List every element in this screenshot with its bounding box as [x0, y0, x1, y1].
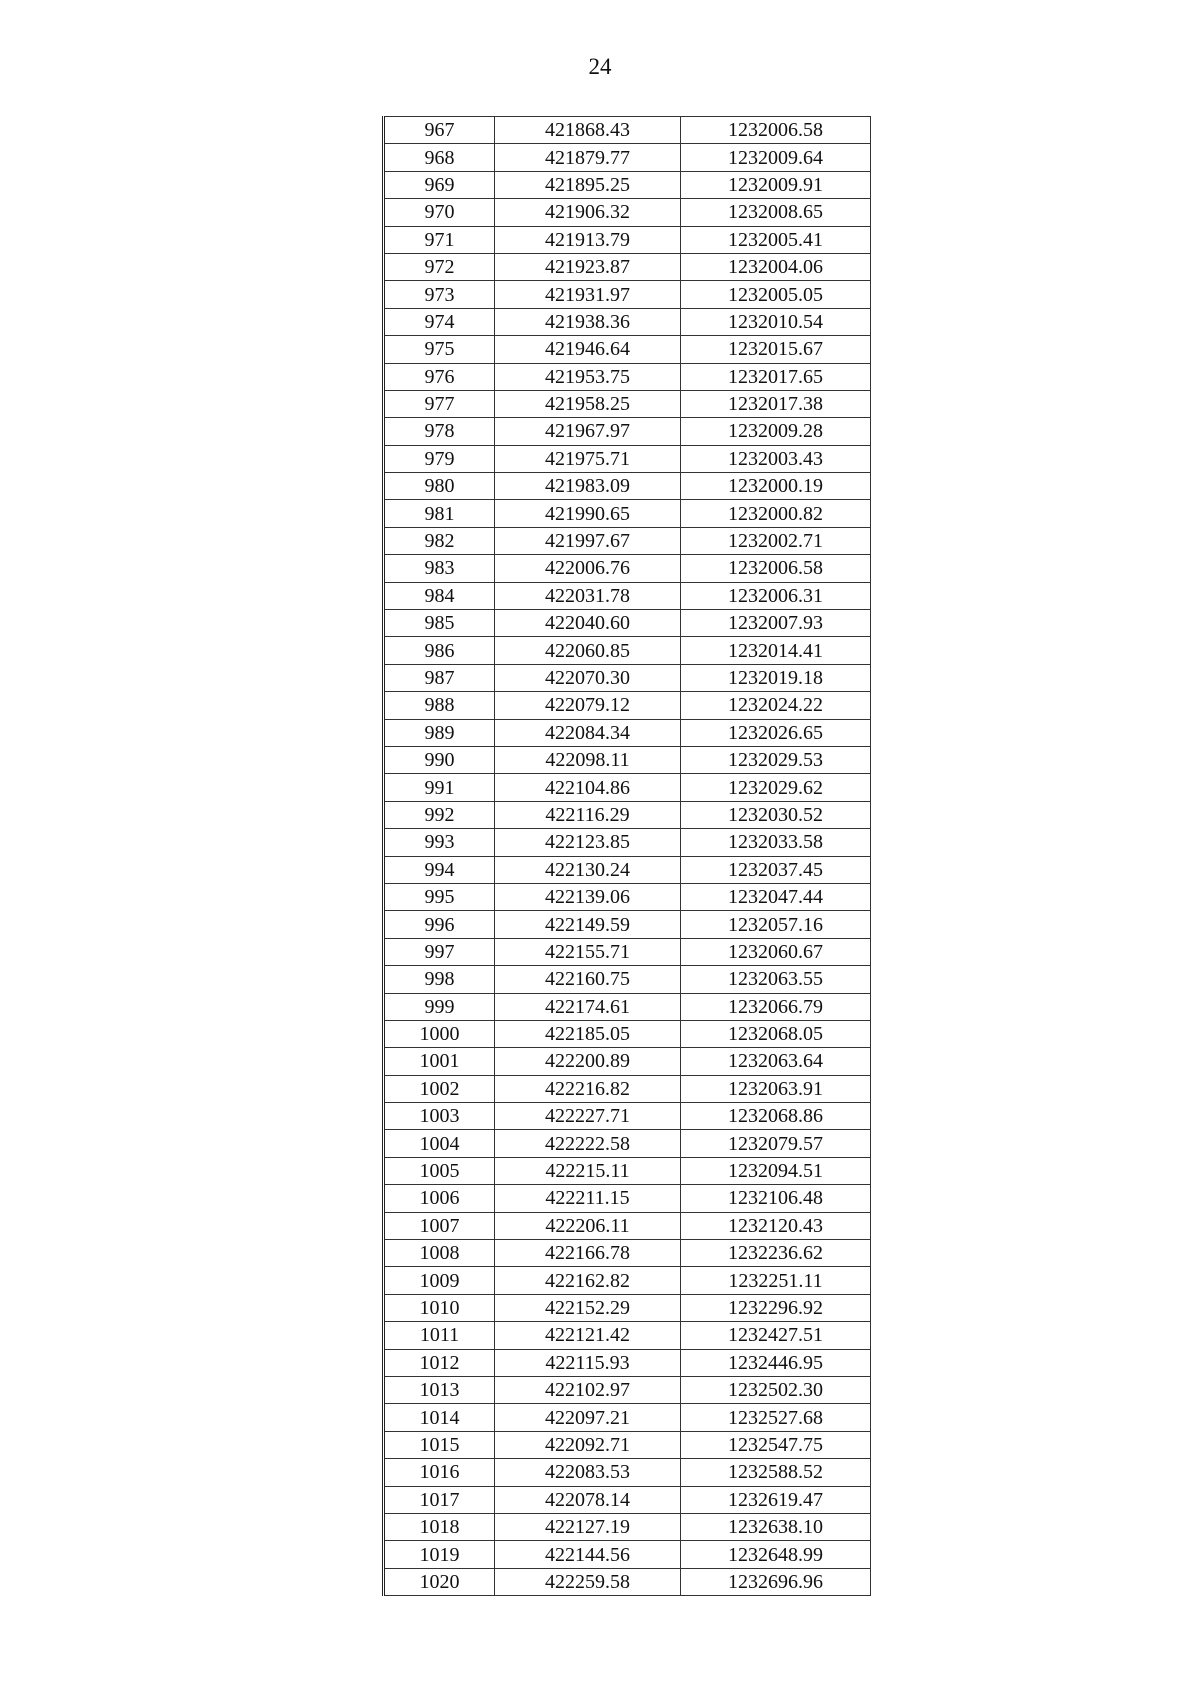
point-number-cell: 967 [384, 117, 495, 144]
x-coordinate-cell: 422144.56 [495, 1541, 681, 1568]
x-coordinate-cell: 421958.25 [495, 390, 681, 417]
x-coordinate-cell: 422259.58 [495, 1568, 681, 1595]
y-coordinate-cell: 1232079.57 [681, 1130, 871, 1157]
x-coordinate-cell: 421895.25 [495, 171, 681, 198]
point-number-cell: 982 [384, 527, 495, 554]
x-coordinate-cell: 421906.32 [495, 199, 681, 226]
point-number-cell: 1006 [384, 1185, 495, 1212]
x-coordinate-cell: 422139.06 [495, 883, 681, 910]
x-coordinate-cell: 421946.64 [495, 336, 681, 363]
y-coordinate-cell: 1232648.99 [681, 1541, 871, 1568]
table-row [384, 746, 871, 773]
y-coordinate-cell: 1232030.52 [681, 801, 871, 828]
table-row [384, 363, 871, 390]
table-row [384, 1103, 871, 1130]
x-coordinate-cell: 422174.61 [495, 993, 681, 1020]
point-number-cell: 985 [384, 610, 495, 637]
y-coordinate-cell: 1232003.43 [681, 445, 871, 472]
x-coordinate-cell: 421938.36 [495, 308, 681, 335]
table-row [384, 199, 871, 226]
x-coordinate-cell: 422162.82 [495, 1267, 681, 1294]
y-coordinate-cell: 1232005.05 [681, 281, 871, 308]
table-row [384, 1267, 871, 1294]
x-coordinate-cell: 422083.53 [495, 1459, 681, 1486]
table-row [384, 1212, 871, 1239]
x-coordinate-cell: 422166.78 [495, 1240, 681, 1267]
point-number-cell: 1007 [384, 1212, 495, 1239]
y-coordinate-cell: 1232057.16 [681, 911, 871, 938]
x-coordinate-cell: 422078.14 [495, 1486, 681, 1513]
table-row [384, 1486, 871, 1513]
y-coordinate-cell: 1232015.67 [681, 336, 871, 363]
table-row [384, 171, 871, 198]
point-number-cell: 999 [384, 993, 495, 1020]
x-coordinate-cell: 422185.05 [495, 1020, 681, 1047]
x-coordinate-cell: 422115.93 [495, 1349, 681, 1376]
point-number-cell: 1019 [384, 1541, 495, 1568]
point-number-cell: 988 [384, 692, 495, 719]
point-number-cell: 987 [384, 664, 495, 691]
table-row [384, 1541, 871, 1568]
table-row [384, 692, 871, 719]
point-number-cell: 1017 [384, 1486, 495, 1513]
table-row [384, 856, 871, 883]
point-number-cell: 1004 [384, 1130, 495, 1157]
table-row [384, 253, 871, 280]
x-coordinate-cell: 422123.85 [495, 829, 681, 856]
table-row [384, 610, 871, 637]
y-coordinate-cell: 1232502.30 [681, 1376, 871, 1403]
x-coordinate-cell: 422121.42 [495, 1322, 681, 1349]
table-row [384, 473, 871, 500]
table-row [384, 308, 871, 335]
table-row [384, 1048, 871, 1075]
point-number-cell: 983 [384, 555, 495, 582]
table-row [384, 1075, 871, 1102]
x-coordinate-cell: 421990.65 [495, 500, 681, 527]
point-number-cell: 1008 [384, 1240, 495, 1267]
x-coordinate-cell: 422006.76 [495, 555, 681, 582]
point-number-cell: 1000 [384, 1020, 495, 1047]
table-row [384, 664, 871, 691]
table-row [384, 1568, 871, 1595]
x-coordinate-cell: 422092.71 [495, 1431, 681, 1458]
table-row [384, 1431, 871, 1458]
y-coordinate-cell: 1232002.71 [681, 527, 871, 554]
x-coordinate-cell: 421975.71 [495, 445, 681, 472]
y-coordinate-cell: 1232026.65 [681, 719, 871, 746]
table-row [384, 938, 871, 965]
point-number-cell: 980 [384, 473, 495, 500]
y-coordinate-cell: 1232009.28 [681, 418, 871, 445]
y-coordinate-cell: 1232638.10 [681, 1513, 871, 1540]
y-coordinate-cell: 1232006.58 [681, 117, 871, 144]
point-number-cell: 989 [384, 719, 495, 746]
x-coordinate-cell: 422149.59 [495, 911, 681, 938]
point-number-cell: 978 [384, 418, 495, 445]
point-number-cell: 977 [384, 390, 495, 417]
point-number-cell: 993 [384, 829, 495, 856]
y-coordinate-cell: 1232009.91 [681, 171, 871, 198]
table-row [384, 336, 871, 363]
table-row [384, 418, 871, 445]
y-coordinate-cell: 1232063.91 [681, 1075, 871, 1102]
y-coordinate-cell: 1232006.58 [681, 555, 871, 582]
point-number-cell: 1013 [384, 1376, 495, 1403]
point-number-cell: 1016 [384, 1459, 495, 1486]
x-coordinate-cell: 422079.12 [495, 692, 681, 719]
table-row [384, 555, 871, 582]
y-coordinate-cell: 1232005.41 [681, 226, 871, 253]
x-coordinate-cell: 422216.82 [495, 1075, 681, 1102]
x-coordinate-cell: 422040.60 [495, 610, 681, 637]
y-coordinate-cell: 1232068.86 [681, 1103, 871, 1130]
x-coordinate-cell: 421923.87 [495, 253, 681, 280]
y-coordinate-cell: 1232619.47 [681, 1486, 871, 1513]
y-coordinate-cell: 1232236.62 [681, 1240, 871, 1267]
x-coordinate-cell: 422098.11 [495, 746, 681, 773]
y-coordinate-cell: 1232120.43 [681, 1212, 871, 1239]
table-row [384, 1322, 871, 1349]
point-number-cell: 1012 [384, 1349, 495, 1376]
y-coordinate-cell: 1232037.45 [681, 856, 871, 883]
point-number-cell: 1002 [384, 1075, 495, 1102]
table-row [384, 1404, 871, 1431]
point-number-cell: 968 [384, 144, 495, 171]
y-coordinate-cell: 1232068.05 [681, 1020, 871, 1047]
table-row [384, 1294, 871, 1321]
point-number-cell: 992 [384, 801, 495, 828]
y-coordinate-cell: 1232547.75 [681, 1431, 871, 1458]
y-coordinate-cell: 1232014.41 [681, 637, 871, 664]
point-number-cell: 1010 [384, 1294, 495, 1321]
y-coordinate-cell: 1232017.38 [681, 390, 871, 417]
point-number-cell: 1003 [384, 1103, 495, 1130]
x-coordinate-cell: 422152.29 [495, 1294, 681, 1321]
table-row [384, 527, 871, 554]
y-coordinate-cell: 1232588.52 [681, 1459, 871, 1486]
x-coordinate-cell: 422031.78 [495, 582, 681, 609]
table-row [384, 1020, 871, 1047]
y-coordinate-cell: 1232033.58 [681, 829, 871, 856]
table-row [384, 117, 871, 144]
x-coordinate-cell: 421983.09 [495, 473, 681, 500]
table-row [384, 1130, 871, 1157]
y-coordinate-cell: 1232000.19 [681, 473, 871, 500]
x-coordinate-cell: 421953.75 [495, 363, 681, 390]
y-coordinate-cell: 1232063.55 [681, 966, 871, 993]
y-coordinate-cell: 1232296.92 [681, 1294, 871, 1321]
y-coordinate-cell: 1232008.65 [681, 199, 871, 226]
y-coordinate-cell: 1232047.44 [681, 883, 871, 910]
x-coordinate-cell: 422116.29 [495, 801, 681, 828]
y-coordinate-cell: 1232066.79 [681, 993, 871, 1020]
point-number-cell: 996 [384, 911, 495, 938]
point-number-cell: 973 [384, 281, 495, 308]
y-coordinate-cell: 1232527.68 [681, 1404, 871, 1431]
x-coordinate-cell: 421913.79 [495, 226, 681, 253]
x-coordinate-cell: 421997.67 [495, 527, 681, 554]
x-coordinate-cell: 422227.71 [495, 1103, 681, 1130]
y-coordinate-cell: 1232009.64 [681, 144, 871, 171]
x-coordinate-cell: 421931.97 [495, 281, 681, 308]
point-number-cell: 994 [384, 856, 495, 883]
point-number-cell: 969 [384, 171, 495, 198]
table-row [384, 1185, 871, 1212]
table-row [384, 774, 871, 801]
y-coordinate-cell: 1232029.53 [681, 746, 871, 773]
y-coordinate-cell: 1232024.22 [681, 692, 871, 719]
point-number-cell: 990 [384, 746, 495, 773]
y-coordinate-cell: 1232029.62 [681, 774, 871, 801]
table-row [384, 500, 871, 527]
y-coordinate-cell: 1232446.95 [681, 1349, 871, 1376]
x-coordinate-cell: 422160.75 [495, 966, 681, 993]
y-coordinate-cell: 1232006.31 [681, 582, 871, 609]
x-coordinate-cell: 422155.71 [495, 938, 681, 965]
table-row [384, 1459, 871, 1486]
y-coordinate-cell: 1232007.93 [681, 610, 871, 637]
table-row [384, 966, 871, 993]
point-number-cell: 986 [384, 637, 495, 664]
x-coordinate-cell: 422215.11 [495, 1157, 681, 1184]
table-row [384, 829, 871, 856]
point-number-cell: 1009 [384, 1267, 495, 1294]
table-row [384, 445, 871, 472]
x-coordinate-cell: 422222.58 [495, 1130, 681, 1157]
table-row [384, 801, 871, 828]
x-coordinate-cell: 422211.15 [495, 1185, 681, 1212]
point-number-cell: 976 [384, 363, 495, 390]
table-row [384, 637, 871, 664]
table-row [384, 993, 871, 1020]
point-number-cell: 997 [384, 938, 495, 965]
x-coordinate-cell: 422130.24 [495, 856, 681, 883]
table-row [384, 390, 871, 417]
x-coordinate-cell: 422127.19 [495, 1513, 681, 1540]
table-row [384, 1513, 871, 1540]
x-coordinate-cell: 422206.11 [495, 1212, 681, 1239]
x-coordinate-cell: 421879.77 [495, 144, 681, 171]
x-coordinate-cell: 422097.21 [495, 1404, 681, 1431]
y-coordinate-cell: 1232696.96 [681, 1568, 871, 1595]
table-row [384, 1157, 871, 1184]
y-coordinate-cell: 1232019.18 [681, 664, 871, 691]
point-number-cell: 979 [384, 445, 495, 472]
y-coordinate-cell: 1232017.65 [681, 363, 871, 390]
y-coordinate-cell: 1232427.51 [681, 1322, 871, 1349]
point-number-cell: 1014 [384, 1404, 495, 1431]
point-number-cell: 974 [384, 308, 495, 335]
point-number-cell: 1015 [384, 1431, 495, 1458]
table-row [384, 911, 871, 938]
table-row [384, 719, 871, 746]
x-coordinate-cell: 422200.89 [495, 1048, 681, 1075]
x-coordinate-cell: 421967.97 [495, 418, 681, 445]
x-coordinate-cell: 421868.43 [495, 117, 681, 144]
y-coordinate-cell: 1232106.48 [681, 1185, 871, 1212]
table-row [384, 1349, 871, 1376]
x-coordinate-cell: 422060.85 [495, 637, 681, 664]
y-coordinate-cell: 1232251.11 [681, 1267, 871, 1294]
point-number-cell: 991 [384, 774, 495, 801]
x-coordinate-cell: 422084.34 [495, 719, 681, 746]
x-coordinate-cell: 422102.97 [495, 1376, 681, 1403]
point-number-cell: 1001 [384, 1048, 495, 1075]
table-row [384, 226, 871, 253]
point-number-cell: 1020 [384, 1568, 495, 1595]
table-row [384, 144, 871, 171]
x-coordinate-cell: 422070.30 [495, 664, 681, 691]
point-number-cell: 984 [384, 582, 495, 609]
table-row [384, 1240, 871, 1267]
x-coordinate-cell: 422104.86 [495, 774, 681, 801]
table-row [384, 582, 871, 609]
table-row [384, 883, 871, 910]
page-number: 24 [588, 54, 612, 79]
point-number-cell: 970 [384, 199, 495, 226]
point-number-cell: 1011 [384, 1322, 495, 1349]
point-number-cell: 975 [384, 336, 495, 363]
point-number-cell: 972 [384, 253, 495, 280]
y-coordinate-cell: 1232063.64 [681, 1048, 871, 1075]
point-number-cell: 1018 [384, 1513, 495, 1540]
table-row [384, 1376, 871, 1403]
point-number-cell: 995 [384, 883, 495, 910]
y-coordinate-cell: 1232094.51 [681, 1157, 871, 1184]
coordinates-table [382, 116, 871, 1596]
coordinates-table-body [384, 117, 871, 1596]
y-coordinate-cell: 1232010.54 [681, 308, 871, 335]
table-row [384, 281, 871, 308]
y-coordinate-cell: 1232000.82 [681, 500, 871, 527]
point-number-cell: 981 [384, 500, 495, 527]
point-number-cell: 1005 [384, 1157, 495, 1184]
y-coordinate-cell: 1232004.06 [681, 253, 871, 280]
y-coordinate-cell: 1232060.67 [681, 938, 871, 965]
point-number-cell: 971 [384, 226, 495, 253]
point-number-cell: 998 [384, 966, 495, 993]
